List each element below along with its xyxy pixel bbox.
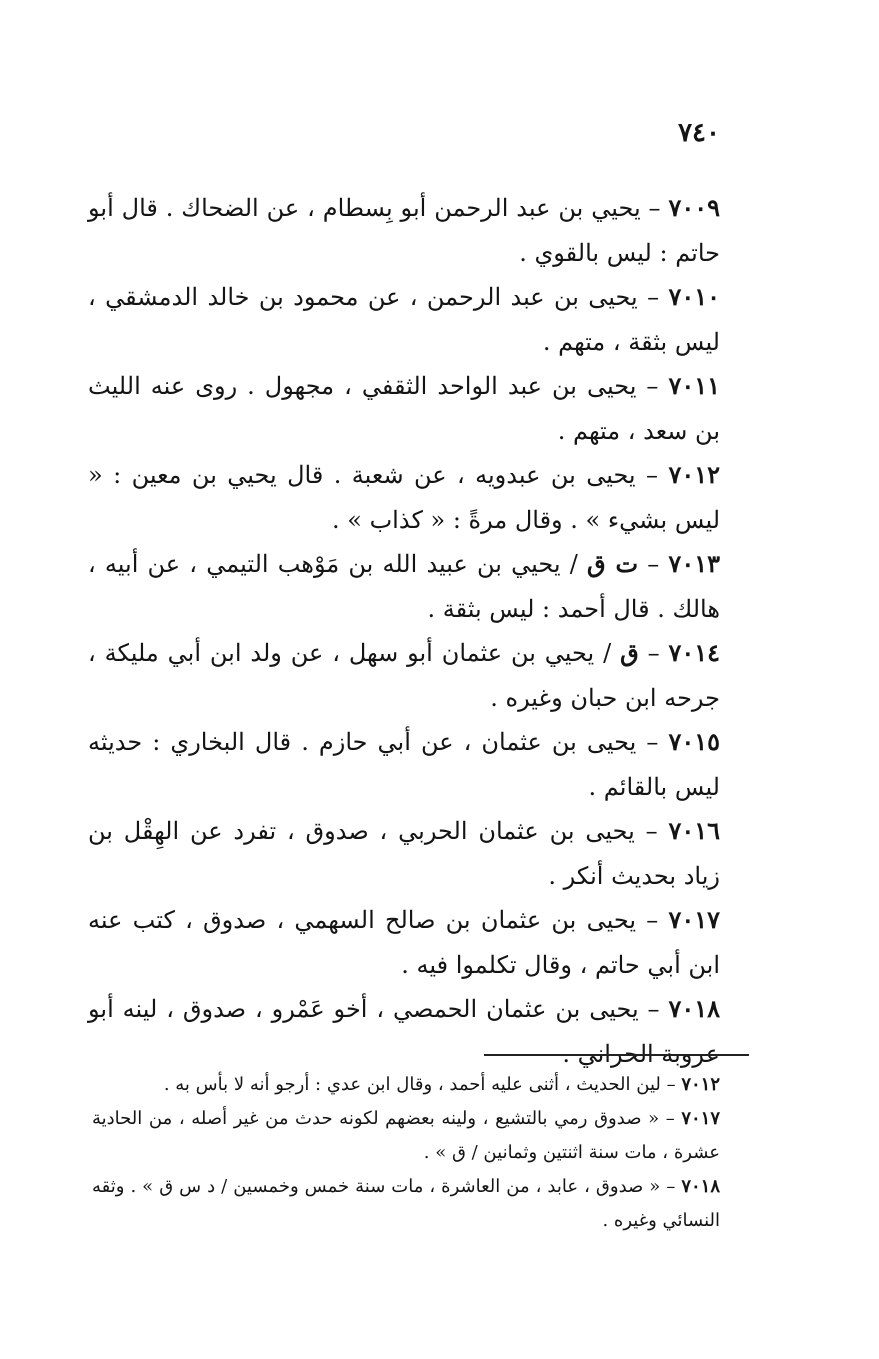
entry-text: يحيي بن عبيد الله بن مَوْهب التيمي ، عن أبيه ، هالك . قال أحمد : ليس بثقة . bbox=[88, 550, 720, 623]
entry: ٧٠١٥ – يحيى بن عثمان ، عن أبي حازم . قال البخاري : حديثه ليس بالقائم . bbox=[88, 727, 720, 801]
entry-symbols: ق bbox=[620, 638, 639, 667]
footnote: ٧٠١٧ – « صدوق رمي بالتشيع ، ولينه بعضهم لكونه حدث من غير أصله ، من الحادية عشرة ، مات سنة اثنتين وثمانين / ق » . bbox=[92, 1108, 720, 1163]
page-number: ٧٤٠ bbox=[678, 118, 720, 148]
entry-text: يحيى بن عثمان الحربي ، صدوق ، تفرد عن الهِقْل بن زياد بحديث أنكر . bbox=[88, 817, 720, 890]
footnote-number: ٧٠١٧ bbox=[681, 1108, 720, 1129]
entry: ٧٠١٨ – يحيى بن عثمان الحمصي ، أخو عَمْرو ، صدوق ، لينه أبو عروبة الحراني . bbox=[88, 994, 720, 1068]
entry-number: ٧٠١٣ bbox=[668, 549, 720, 578]
entry: ٧٠١٠ – يحيى بن عبد الرحمن ، عن محمود بن خالد الدمشقي ، ليس بثقة ، متهم . bbox=[88, 282, 720, 356]
entry-number: ٧٠١٧ bbox=[668, 905, 720, 934]
footnote-number: ٧٠١٨ bbox=[681, 1176, 720, 1197]
entry: ٧٠٠٩ – يحيي بن عبد الرحمن أبو بِسطام ، عن الضحاك . قال أبو حاتم : ليس بالقوي . bbox=[88, 193, 721, 267]
footnotes bbox=[92, 1068, 720, 1238]
footnote-text: « صدوق ، عابد ، من العاشرة ، مات سنة خمس وخمسين / د س ق » . وثقه النسائي وغيره . bbox=[92, 1176, 720, 1231]
entry-text: يحيى بن عثمان ، عن أبي حازم . قال البخاري : حديثه ليس بالقائم . bbox=[88, 728, 720, 801]
entry-text: يحيى بن عثمان بن صالح السهمي ، صدوق ، كتب عنه ابن أبي حاتم ، وقال تكلموا فيه . bbox=[88, 906, 720, 979]
entry-text: يحيى بن عبد الرحمن ، عن محمود بن خالد الدمشقي ، ليس بثقة ، متهم . bbox=[88, 283, 720, 356]
footnote: ٧٠١٨ – « صدوق ، عابد ، من العاشرة ، مات سنة خمس وخمسين / د س ق » . وثقه النسائي وغيره . bbox=[92, 1176, 720, 1231]
footnote-text: « صدوق رمي بالتشيع ، ولينه بعضهم لكونه حدث من غير أصله ، من الحادية عشرة ، مات سنة اثنتين وثمانين / ق » . bbox=[92, 1108, 720, 1163]
footnote-divider bbox=[484, 1054, 749, 1056]
entry-number: ٧٠١١ bbox=[668, 371, 720, 400]
entry-symbols: ت ق bbox=[586, 549, 639, 578]
entry: ٧٠١١ – يحيى بن عبد الواحد الثقفي ، مجهول . روى عنه الليث بن سعد ، متهم . bbox=[88, 371, 720, 445]
entry: ٧٠١٣ – ت ق / يحيي بن عبيد الله بن مَوْهب التيمي ، عن أبيه ، هالك . قال أحمد : ليس بثقة . bbox=[88, 549, 720, 623]
entry: ٧٠١٧ – يحيى بن عثمان بن صالح السهمي ، صدوق ، كتب عنه ابن أبي حاتم ، وقال تكلموا فيه . bbox=[88, 905, 720, 979]
entry-number: ٧٠١٨ bbox=[668, 994, 720, 1023]
entry-text: يحيى بن عثمان الحمصي ، أخو عَمْرو ، صدوق ، لينه أبو عروبة الحراني . bbox=[88, 995, 720, 1068]
entry-text: يحيي بن عبد الرحمن أبو بِسطام ، عن الضحاك . قال أبو حاتم : ليس بالقوي . bbox=[88, 194, 720, 267]
entry-number: ٧٠١٤ bbox=[668, 638, 721, 667]
footnote-number: ٧٠١٢ bbox=[681, 1074, 720, 1095]
entry-number: ٧٠٠٩ bbox=[668, 193, 721, 222]
entry: ٧٠١٤ – ق / يحيي بن عثمان أبو سهل ، عن ولد ابن أبي مليكة ، جرحه ابن حبان وغيره . bbox=[88, 638, 721, 712]
entry: ٧٠١٦ – يحيى بن عثمان الحربي ، صدوق ، تفرد عن الهِقْل بن زياد بحديث أنكر . bbox=[88, 816, 720, 890]
entry-number: ٧٠١٠ bbox=[668, 282, 720, 311]
entry: ٧٠١٢ – يحيى بن عبدويه ، عن شعبة . قال يحيي بن معين : « ليس بشيء » . وقال مرةً : « كذاب » . bbox=[88, 460, 721, 534]
entry-number: ٧٠١٦ bbox=[668, 816, 720, 845]
entry-text: يحيي بن عثمان أبو سهل ، عن ولد ابن أبي مليكة ، جرحه ابن حبان وغيره . bbox=[88, 639, 720, 712]
footnote-text: لين الحديث ، أثنى عليه أحمد ، وقال ابن عدي : أرجو أنه لا بأس به . bbox=[163, 1074, 661, 1095]
entries-list bbox=[88, 186, 720, 1076]
entry-text: يحيى بن عبد الواحد الثقفي ، مجهول . روى عنه الليث بن سعد ، متهم . bbox=[88, 372, 720, 445]
entry-number: ٧٠١٢ bbox=[668, 460, 721, 489]
entry-text: يحيى بن عبدويه ، عن شعبة . قال يحيي بن معين : « ليس بشيء » . وقال مرةً : « كذاب » . bbox=[88, 461, 720, 534]
entry-number: ٧٠١٥ bbox=[668, 727, 720, 756]
footnote: ٧٠١٢ – لين الحديث ، أثنى عليه أحمد ، وقال ابن عدي : أرجو أنه لا بأس به . bbox=[163, 1074, 720, 1095]
